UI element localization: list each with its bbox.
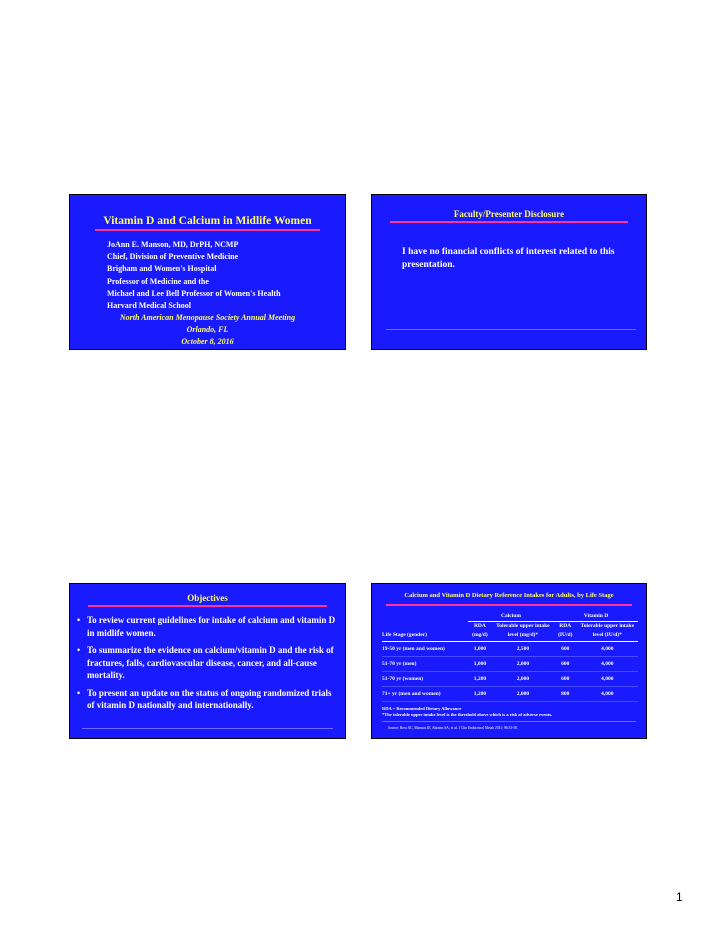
table-row	[382, 657, 638, 672]
table-cell: 4,000	[577, 687, 638, 702]
footer-divider	[382, 721, 636, 722]
disclosure-heading: Faculty/Presenter Disclosure	[453, 209, 565, 219]
slide-title	[69, 194, 346, 350]
table-cell: 1,000	[468, 642, 492, 657]
source-citation: Source: Ross AC, Manson JE, Abrams SA, et al. J Clin Endocrinol Metab 2011; 96:53-58.	[388, 726, 518, 730]
column-header: Tolerable upper intake level (IU/d)*	[577, 622, 638, 642]
disclosure-text: I have no financial conflicts of interest related to this presentation.	[402, 247, 615, 270]
column-header: RDA (IU/d)	[554, 622, 577, 642]
table-footnote	[382, 706, 552, 718]
table-cell: 600	[554, 657, 577, 672]
table-row	[382, 672, 638, 687]
table-cell: 51-70 yr (men)	[382, 657, 468, 672]
meeting-name: North American Menopause Society Annual Meeting	[119, 313, 296, 322]
table-cell: 19-50 yr (men and women)	[382, 642, 468, 657]
table-cell: 800	[554, 687, 577, 702]
table-cell: 51-70 yr (women)	[382, 672, 468, 687]
column-header: Tolerable upper intake level (mg/d)*	[492, 622, 554, 642]
title-underline	[88, 605, 327, 607]
author-hospital: Brigham and Women's Hospital	[107, 264, 217, 274]
table-cell: 4,000	[577, 672, 638, 687]
group-header-vitamin-d: Vitamin D	[554, 612, 638, 622]
table-cell: 600	[554, 672, 577, 687]
table-cell: 2,000	[492, 672, 554, 687]
table-cell: 1,000	[468, 657, 492, 672]
footer-divider	[82, 728, 333, 729]
table-cell: 4,000	[577, 642, 638, 657]
slide-title-heading: Vitamin D and Calcium in Midlife Women	[103, 215, 312, 227]
slide-disclosure	[371, 194, 647, 350]
table-cell: 2,000	[492, 657, 554, 672]
objective-item: • To review current guidelines for intake of calcium and vitamin D in midlife women.	[77, 614, 339, 639]
table-cell: 4,000	[577, 657, 638, 672]
table-row	[382, 687, 638, 702]
title-underline	[386, 604, 632, 606]
table-cell: 2,000	[492, 687, 554, 702]
title-underline	[95, 229, 320, 231]
meeting-block	[70, 312, 345, 348]
author-name: JoAnn E. Manson, MD, DrPH, NCMP	[107, 240, 239, 249]
objectives-heading: Objectives	[187, 593, 228, 603]
group-header-calcium: Calcium	[468, 612, 554, 622]
table-cell: 1,200	[468, 672, 492, 687]
author-role: Chief, Division of Preventive Medicine	[107, 252, 239, 262]
dri-table	[382, 612, 638, 702]
meeting-date: October 8, 2016	[181, 337, 234, 346]
title-underline	[390, 221, 628, 223]
slide-dri-table	[371, 583, 647, 739]
meeting-location: Orlando, FL	[186, 325, 229, 334]
table-cell: 2,500	[492, 642, 554, 657]
author-professor: Professor of Medicine and the	[107, 276, 209, 286]
objectives-list	[77, 614, 339, 717]
author-school: Harvard Medical School	[107, 301, 191, 311]
column-header: Life Stage (gender)	[382, 622, 468, 642]
table-cell: 1,200	[468, 687, 492, 702]
objective-item: • To present an update on the status of ongoing randomized trials of vitamin D nationally and internationally.	[77, 687, 339, 712]
author-chair: Michael and Lee Bell Professor of Women's Health	[107, 288, 281, 298]
slide-objectives	[69, 583, 346, 739]
author-block	[107, 239, 281, 312]
footer-divider	[386, 329, 636, 330]
objective-item: • To summarize the evidence on calcium/vitamin D and the risk of fractures, falls, cardiovascular disease, cancer, and all-cause mortality.	[77, 644, 339, 682]
dri-heading: Calcium and Vitamin D Dietary Reference Intakes for Adults, by Life Stage	[404, 592, 614, 599]
footnote-rda: RDA = Recommended Dietary Allowance	[382, 706, 462, 711]
table-row	[382, 642, 638, 657]
page-number: 1	[676, 890, 683, 904]
column-header: RDA (mg/d)	[468, 622, 492, 642]
footnote-tolerable: *The tolerable upper intake level is the threshold above which is a risk of adverse events.	[382, 712, 553, 717]
table-cell: 71+ yr (men and women)	[382, 687, 468, 702]
table-cell: 600	[554, 642, 577, 657]
